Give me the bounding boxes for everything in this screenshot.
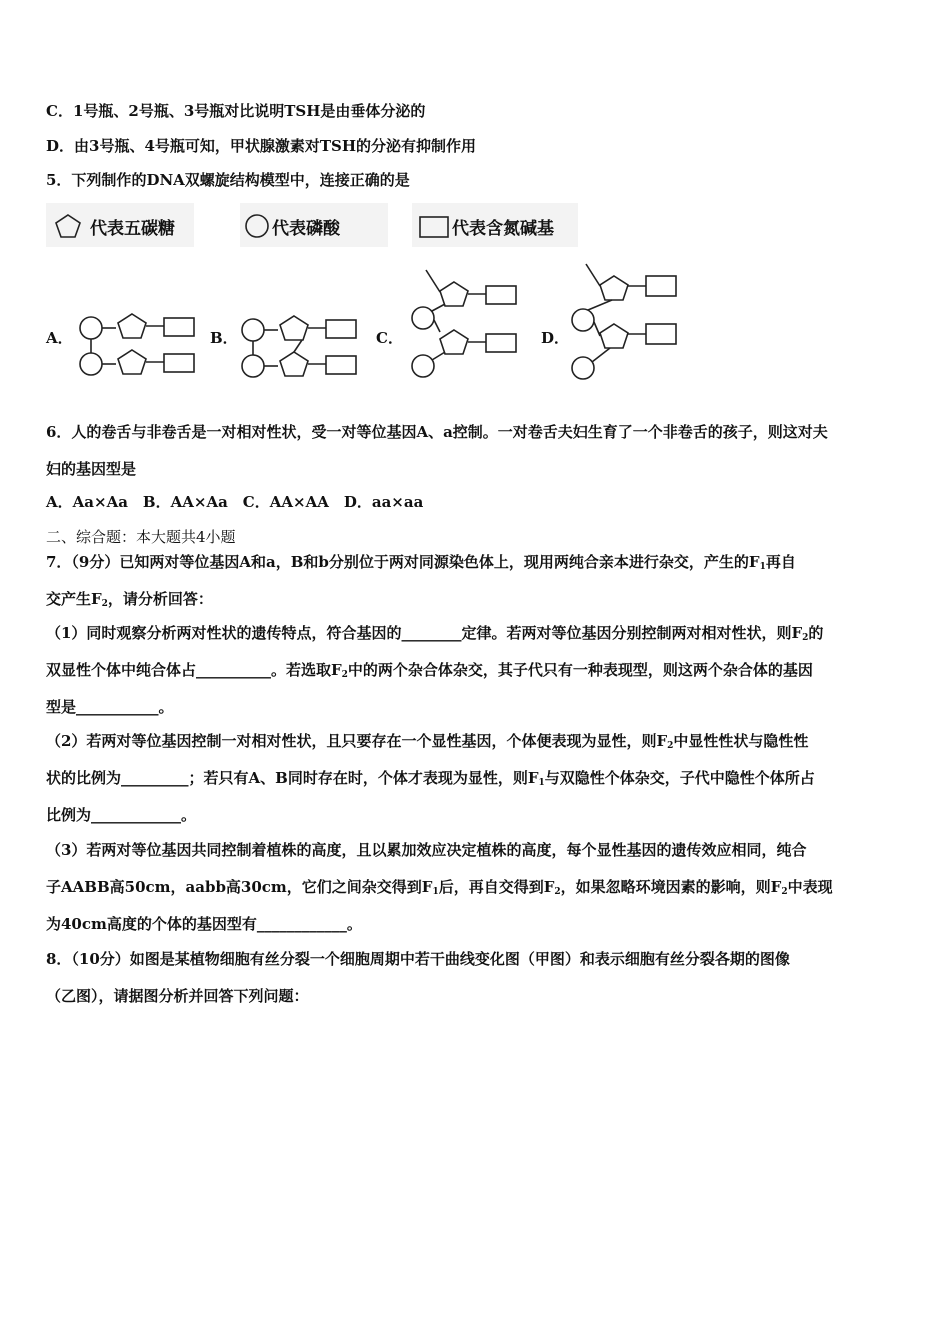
pentagon-icon xyxy=(54,213,82,239)
q4-option-d: D．由3号瓶、4号瓶可知，甲状腺激素对TSH的分泌有抑制作用 xyxy=(46,137,477,155)
q7-part1-line3: 型是___________。 xyxy=(46,698,174,716)
q7-stem-line2: 交产生$F_2$，请分析回答： xyxy=(46,590,213,609)
model-d-diagram xyxy=(566,262,686,384)
q6-stem-line2: 妇的基因型是 xyxy=(46,460,137,478)
q7-part3-line3: 为40cm高度的个体的基因型有____________。 xyxy=(46,915,362,933)
q8-stem-line1: 8．（10分）如图是某植物细胞有丝分裂一个细胞周期中若干曲线变化图（甲图）和表示细胞有丝分裂各期的图像 xyxy=(46,950,790,968)
q8-stem-line2: （乙图），请据图分析并回答下列问题： xyxy=(46,987,309,1005)
option-a-label: A． xyxy=(46,329,73,347)
option-d-label: D． xyxy=(541,329,570,347)
q7-part2-line2: 状的比例为_________；若只有A、B同时存在时，个体才表现为显性，则$F_1$与双隐性个体杂交，子代中隐性个体所占 xyxy=(46,769,815,788)
model-c-diagram xyxy=(406,268,526,386)
legend-circle-label: 代表磷酸 xyxy=(272,219,340,239)
q7-part2-line1: （2）若两对等位基因控制一对相对性状，且只要存在一个显性基因，个体便表现为显性，则$F_2$中显性性状与隐性性 xyxy=(46,732,809,751)
section-2-heading: 二、综合题：本大题共4小题 xyxy=(46,528,236,546)
q6-stem-line1: 6．人的卷舌与非卷舌是一对相对性状，受一对等位基因A、a控制。一对卷舌夫妇生育了一个非卷舌的孩子，则这对夫 xyxy=(46,423,828,441)
legend-square xyxy=(412,203,578,247)
q7-part3-line1: （3）若两对等位基因共同控制着植株的高度，且以累加效应决定植株的高度，每个显性基因的遗传效应相同，纯合 xyxy=(46,841,807,859)
model-b-diagram xyxy=(236,300,361,385)
q7-part1-line2: 双显性个体中纯合体占__________。若选取$F_2$中的两个杂合体杂交，其子代只有一种表现型，则这两个杂合体的基因 xyxy=(46,661,813,680)
legend-pentagon xyxy=(46,203,194,247)
model-a-diagram xyxy=(74,300,199,385)
q5-stem: 5．下列制作的DNA双螺旋结构模型中，连接正确的是 xyxy=(46,171,410,189)
q7-part3-line2: 子AABB高50cm，aabb高30cm，它们之间杂交得到$F_1$后，再自交得到$F_2$，如果忽略环境因素的影响，则$F_2$中表现 xyxy=(46,878,833,897)
square-icon xyxy=(418,215,452,239)
circle-icon xyxy=(244,213,270,239)
option-c-label: C． xyxy=(376,329,403,347)
legend-square-label: 代表含氮碱基 xyxy=(452,219,554,239)
q7-part1-line1: （1）同时观察分析两对性状的遗传特点，符合基因的________定律。若两对等位基因分别控制两对相对性状，则$F_2$的 xyxy=(46,624,824,643)
legend-pentagon-label: 代表五碳糖 xyxy=(90,219,175,239)
q6-options: A．Aa×Aa B．AA×Aa C．AA×AA D．aa×aa xyxy=(46,493,424,511)
option-b-label: B． xyxy=(210,329,238,347)
q7-stem-line1: 7．（9分）已知两对等位基因A和a，B和b分别位于两对同源染色体上，现用两纯合亲本进行杂交，产生的$F_1$再自 xyxy=(46,553,796,572)
q4-option-c: C．1号瓶、2号瓶、3号瓶对比说明TSH是由垂体分泌的 xyxy=(46,102,426,120)
legend-circle xyxy=(240,203,388,247)
q7-part2-line3: 比例为____________。 xyxy=(46,806,197,824)
